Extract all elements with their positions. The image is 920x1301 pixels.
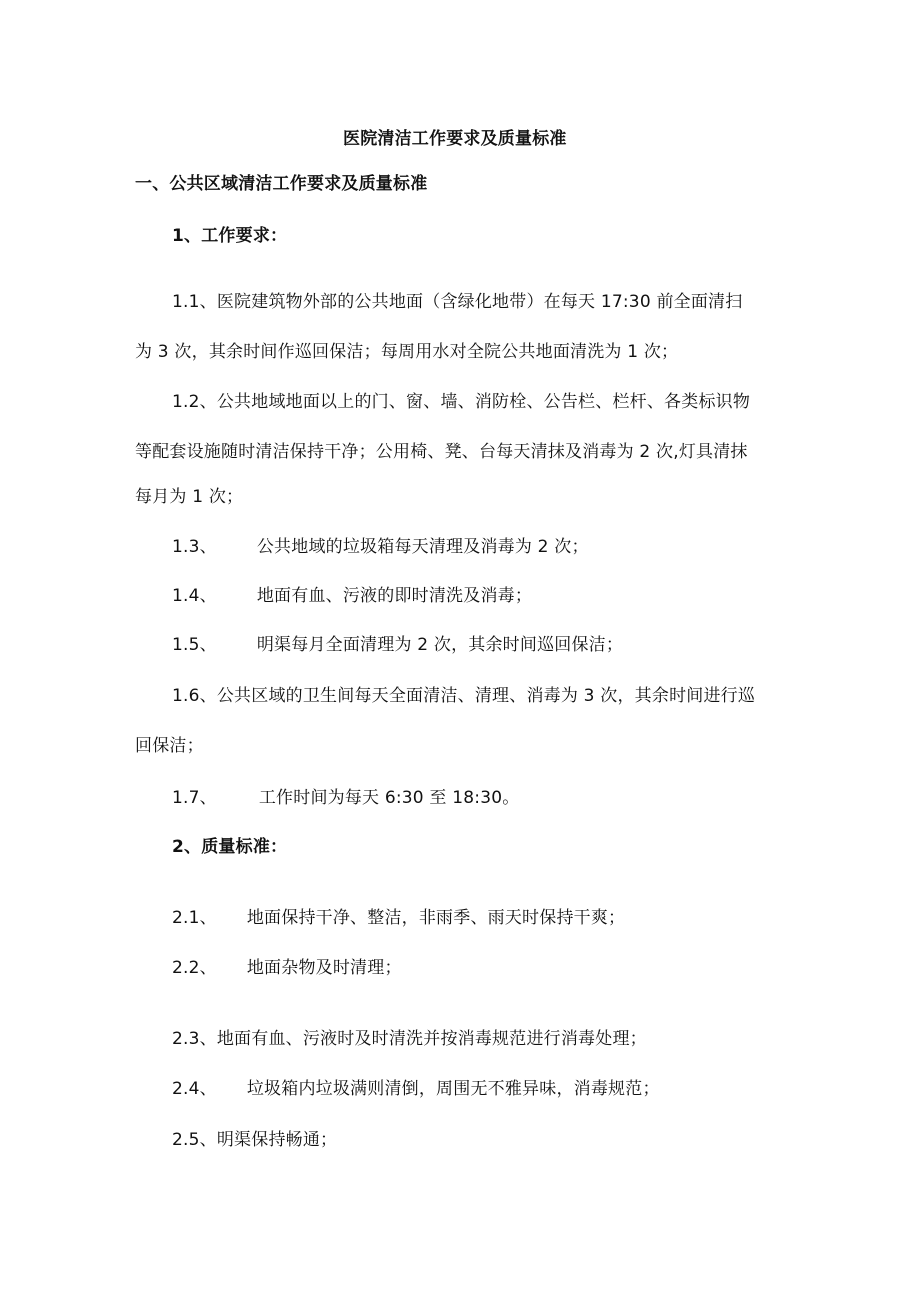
item-number: 1.3 bbox=[172, 537, 200, 557]
item-number: 2.1 bbox=[172, 908, 200, 928]
item-separator: 、 bbox=[199, 686, 217, 706]
list-item bbox=[172, 1027, 647, 1051]
list-item bbox=[172, 1128, 337, 1152]
item-continuation: 等配套设施随时清洁保持干净；公用椅、凳、台每天清抹及消毒为 2 次,灯具清抹 bbox=[135, 442, 748, 462]
subsection-heading: 2、质量标准： bbox=[172, 837, 288, 857]
item-text: 医院建筑物外部的公共地面（含绿化地带）在每天 17:30 前全面清扫 bbox=[216, 292, 743, 312]
item-text: 公共区域的卫生间每天全面清洁、清理、消毒为 3 次，其余时间进行巡 bbox=[216, 686, 756, 706]
item-number: 2.2 bbox=[172, 958, 200, 978]
item-continuation: 每月为 1 次； bbox=[135, 487, 244, 507]
page-title: 医院清洁工作要求及质量标准 bbox=[343, 129, 567, 149]
item-text: 地面保持干净、整洁，非雨季、雨天时保持干爽； bbox=[246, 908, 626, 928]
item-number: 1.4 bbox=[172, 586, 200, 606]
list-item bbox=[172, 956, 402, 980]
item-number: 2.3 bbox=[172, 1029, 200, 1049]
item-number: 2.5 bbox=[172, 1130, 200, 1150]
list-item bbox=[172, 633, 623, 657]
item-separator: 、 bbox=[199, 586, 217, 606]
item-text: 公共地域地面以上的门、窗、墙、消防栓、公告栏、栏杆、各类标识物 bbox=[216, 392, 751, 412]
item-number: 1.5 bbox=[172, 635, 200, 655]
item-separator: 、 bbox=[199, 392, 217, 412]
list-item bbox=[172, 1077, 660, 1101]
item-text: 地面杂物及时清理； bbox=[246, 958, 402, 978]
list-item bbox=[172, 906, 625, 930]
item-separator: 、 bbox=[199, 1130, 217, 1150]
list-item bbox=[172, 584, 532, 608]
item-number: 1.6 bbox=[172, 686, 200, 706]
item-text: 工作时间为每天 6:30 至 18:30。 bbox=[258, 788, 520, 808]
item-text: 地面有血、污液时及时清洗并按消毒规范进行消毒处理； bbox=[216, 1029, 647, 1049]
item-continuation: 为 3 次，其余时间作巡回保洁；每周用水对全院公共地面清洗为 1 次； bbox=[135, 342, 679, 362]
item-separator: 、 bbox=[199, 537, 217, 557]
item-number: 1.7 bbox=[172, 788, 200, 808]
item-text: 垃圾箱内垃圾满则清倒，周围无不雅异味，消毒规范； bbox=[246, 1079, 660, 1099]
item-continuation: 回保洁； bbox=[135, 736, 204, 756]
item-number: 2.4 bbox=[172, 1079, 200, 1099]
list-item bbox=[172, 684, 755, 708]
item-separator: 、 bbox=[199, 908, 217, 928]
item-separator: 、 bbox=[199, 1029, 217, 1049]
item-separator: 、 bbox=[199, 788, 217, 808]
item-text: 明渠保持畅通； bbox=[216, 1130, 338, 1150]
item-separator: 、 bbox=[199, 635, 217, 655]
subsection-heading: 1、工作要求： bbox=[172, 226, 288, 246]
item-separator: 、 bbox=[199, 292, 217, 312]
item-text: 公共地域的垃圾箱每天清理及消毒为 2 次； bbox=[256, 537, 589, 557]
item-number: 1.2 bbox=[172, 392, 200, 412]
item-number: 1.1 bbox=[172, 292, 200, 312]
item-text: 明渠每月全面清理为 2 次，其余时间巡回保洁； bbox=[256, 635, 624, 655]
item-separator: 、 bbox=[199, 958, 217, 978]
list-item bbox=[172, 290, 742, 314]
list-item bbox=[172, 786, 519, 810]
item-separator: 、 bbox=[199, 1079, 217, 1099]
list-item bbox=[172, 535, 589, 559]
item-text: 地面有血、污液的即时清洗及消毒； bbox=[256, 586, 533, 606]
section-heading: 一、公共区域清洁工作要求及质量标准 bbox=[135, 174, 428, 194]
list-item bbox=[172, 390, 750, 414]
